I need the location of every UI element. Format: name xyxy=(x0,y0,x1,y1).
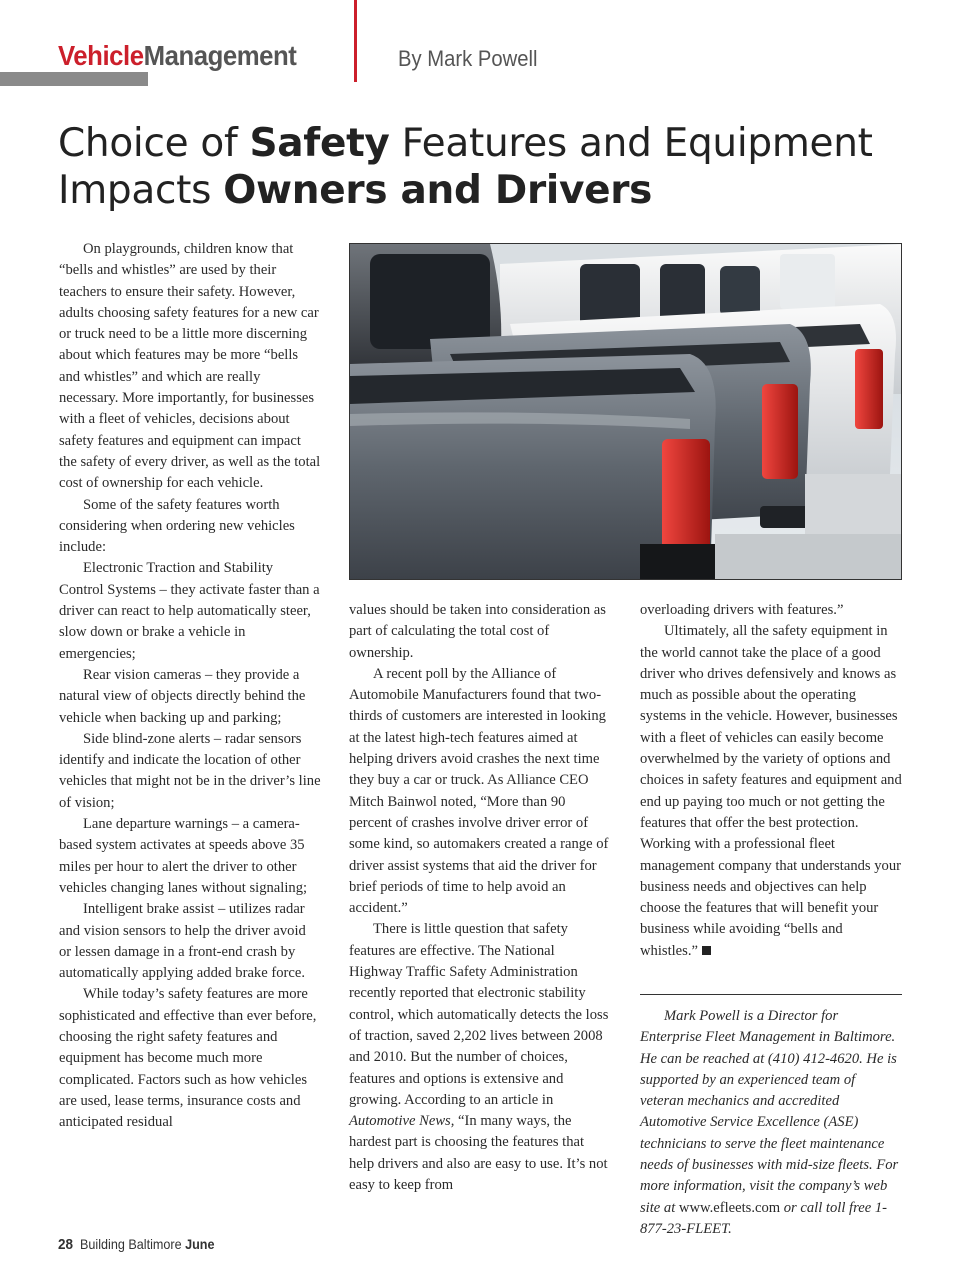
paragraph: Side blind-zone alerts – radar sensors identify and indicate the location of other vehicles that might not be in the driver’s line of vision; xyxy=(59,730,321,811)
paragraph: A recent poll by the Alliance of Automobile Manufacturers found that two-thirds of customers are interested in looking at the latest high-tech features aimed at helping drivers avoid crashes the next time they buy a car or truck. As Alliance CEO Mitch Bainwol noted, “More than 90 percent of crashes involve driver error of some kind, so automakers created a range of driver assist systems that aid the driver for brief periods of time to help avoid an accident.” xyxy=(349,665,609,917)
body-column-2 xyxy=(349,600,611,1196)
paragraph-text: There is little question that safety features are effective. The National Highway Traffic Safety Administration recently reported that electronic stability control, which automatically detects the loss of traction, saved 2,202 lives between 2008 and 2010. But the number of choices, features and options is extensive and growing. According to an article in xyxy=(349,921,609,1108)
headline-part: Choice of xyxy=(58,121,250,166)
page-footer xyxy=(58,1236,215,1253)
paragraph-text: Ultimately, all the safety equipment in the world cannot take the place of a good driver who drives defensively and knows as much as possible about the operating systems in the vehicle. However, businesses with a fleet of vehicles can easily become overwhelmed by the variety of options and choices in safety features and equipment and end up paying too much or not getting the features that offer the best protection. Working with a professional fleet management company that understands your business needs and objectives can help choose the features that will benefit your business while avoiding “bells and whistles.” xyxy=(640,623,902,959)
issue-month: June xyxy=(185,1236,215,1252)
headline-part: Features and Equipment xyxy=(389,121,873,166)
paragraph: Electronic Traction and Stability Control Systems – they activate faster than a driver can react to help automatically steer, slow down or brake a vehicle in emergencies; xyxy=(59,560,320,662)
section-name-gray: Management xyxy=(143,40,297,71)
header-divider xyxy=(354,0,357,82)
page-number: 28 xyxy=(58,1236,74,1253)
body-column-1 xyxy=(59,239,321,1133)
paragraph xyxy=(640,621,902,962)
paragraph: overloading drivers with features.” xyxy=(640,602,844,618)
paragraph: On playgrounds, children know that “bells and whistles” are used by their teachers to ensure their safety. However, adults choosing safety features for a new car or truck need to be a little more discerning about which features may be more “bells and whistles” and which are really necessary. More importantly, for businesses with a fleet of vehicles, decisions about safety features and equipment can impact the safety of every driver, as well as the total cost of ownership for each vehicle. xyxy=(59,241,321,492)
headline-bold: Safety xyxy=(249,121,390,166)
paragraph: Intelligent brake assist – utilizes radar and vision sensors to help the driver avoid or lessen damage in a front-end crash by automatically applying added brake force. xyxy=(59,901,306,982)
bio-divider xyxy=(640,994,902,995)
author-bio xyxy=(640,1006,902,1240)
paragraph: Lane departure warnings – a camera-based system activates at speeds above 35 miles per hour to alert the driver to other vehicles changing lanes without signaling; xyxy=(59,816,308,896)
header-gray-bar xyxy=(0,72,148,86)
headline-bold: Owners and Drivers xyxy=(223,168,653,213)
paragraph: values should be taken into consideration as part of calculating the total cost of ownership. xyxy=(349,602,606,661)
headline-part: Impacts xyxy=(58,168,224,213)
photo-illustration xyxy=(350,244,902,580)
paragraph: While today’s safety features are more sophisticated and effective than ever before, choosing the right safety features and equipment has become much more complicated. Factors such as how vehicles are used, lease terms, insurance costs and anticipated residual xyxy=(59,986,317,1131)
pickup-trucks-photo xyxy=(349,243,902,580)
publication-name: Building Baltimore xyxy=(80,1236,182,1252)
bio-text: or call toll free 1-877-23-FLEET. xyxy=(640,1199,887,1237)
article-headline xyxy=(58,120,918,214)
paragraph xyxy=(349,919,611,1196)
paragraph: Rear vision cameras – they provide a natural view of objects directly behind the vehicle when backing up and parking; xyxy=(59,666,306,726)
paragraph-text: “In many ways, the hardest part is choosing the features that help drivers and also are easy to use. It’s not easy to keep from xyxy=(349,1113,608,1194)
body-column-3 xyxy=(640,600,902,962)
bio-text: Mark Powell is a Director for Enterprise Fleet Management in Baltimore. He can be reached at (410) 412-4620. He is supported by an experienced team of veteran mechanics and accredited Automotive Service Excellence (ASE) technicians to serve the fleet maintenance needs of businesses with mid-size fleets. For more information, visit the company’s web site at xyxy=(640,1008,899,1216)
publication-name: Automotive News, xyxy=(349,1113,455,1130)
section-name-red: Vehicle xyxy=(58,40,144,71)
section-name xyxy=(58,40,296,72)
paragraph: Some of the safety features worth considering when ordering new vehicles include: xyxy=(59,496,295,556)
header-rule xyxy=(148,72,960,73)
bio-url: www.efleets.com xyxy=(678,1199,781,1216)
byline: By Mark Powell xyxy=(398,46,538,71)
end-mark-icon xyxy=(702,946,711,955)
